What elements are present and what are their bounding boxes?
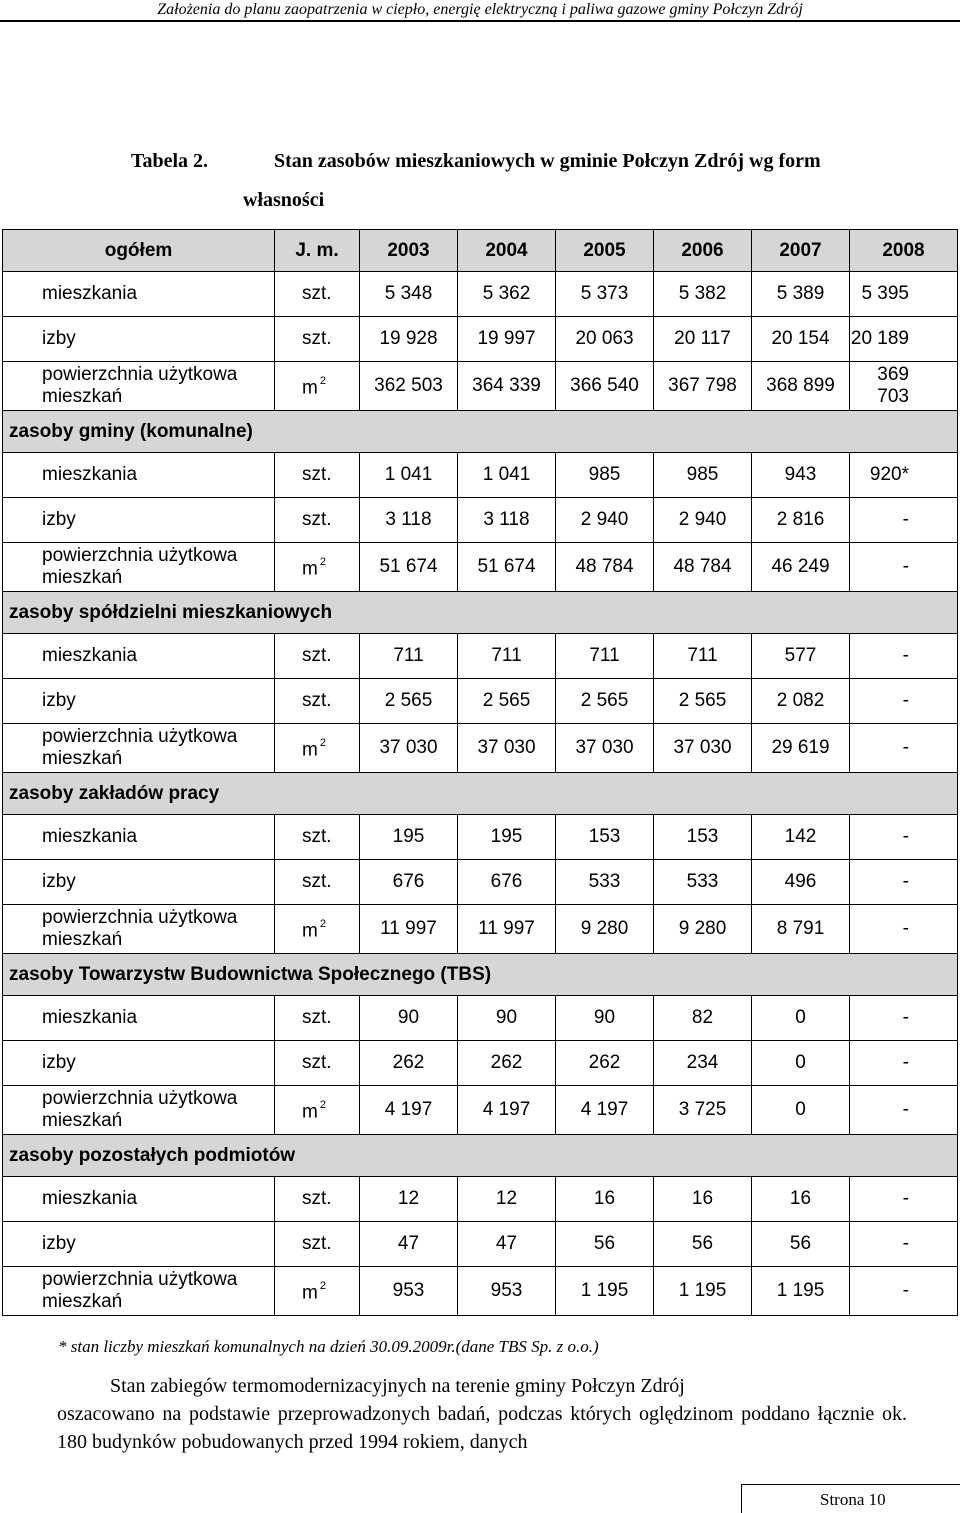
value-cell: 953: [458, 1267, 556, 1316]
row-label: mieszkania: [3, 1177, 275, 1222]
value-cell: 364 339: [458, 362, 556, 411]
paragraph-line-2: oszacowano na podstawie przeprowadzonych badań, podczas których oględzinom: [57, 1403, 734, 1425]
value-cell: 51 674: [360, 543, 458, 592]
table-title: Stan zasobów mieszkaniowych w gminie Połczyn Zdrój wg form: [274, 150, 821, 172]
section-title: zasoby zakładów pracy: [3, 773, 958, 815]
value-cell: 16: [654, 1177, 752, 1222]
unit-cell: szt.: [275, 1177, 360, 1222]
value-cell: -: [850, 543, 958, 592]
value-cell: 153: [654, 815, 752, 860]
paragraph-line-3: poddano łącznie ok. 180 budynków pobudowanych przed 1994 rokiem, danych: [57, 1403, 907, 1453]
value-cell: 676: [458, 860, 556, 905]
table-row: [3, 362, 958, 411]
value-cell: 367 798: [654, 362, 752, 411]
row-label-text: [42, 364, 274, 408]
row-label: izby: [3, 317, 275, 362]
value-cell: -: [850, 815, 958, 860]
unit-exponent: 2: [319, 737, 326, 750]
column-header: 2003: [360, 230, 458, 272]
row-label: izby: [3, 1222, 275, 1267]
value-cell: 5 373: [556, 272, 654, 317]
value-cell: 1 195: [654, 1267, 752, 1316]
unit-cell: szt.: [275, 1041, 360, 1086]
table-row: [3, 679, 958, 724]
column-header: 2007: [752, 230, 850, 272]
value-cell: 46 249: [752, 543, 850, 592]
row-label: mieszkania: [3, 815, 275, 860]
row-label: mieszkania: [3, 634, 275, 679]
row-label: [3, 724, 275, 773]
value-cell: 142: [752, 815, 850, 860]
value-cell: 4 197: [360, 1086, 458, 1135]
value-cell: 369 703: [850, 362, 958, 411]
value-cell: 195: [360, 815, 458, 860]
row-label: mieszkania: [3, 272, 275, 317]
body-paragraph: [57, 1372, 907, 1456]
value-cell: 262: [556, 1041, 654, 1086]
unit-text: m: [302, 739, 318, 761]
unit-cell: szt.: [275, 996, 360, 1041]
table-row: [3, 272, 958, 317]
value-cell: 82: [654, 996, 752, 1041]
row-label-line: powierzchnia użytkowa: [42, 1088, 238, 1109]
row-label-text: [42, 1088, 274, 1132]
value-cell: 362 503: [360, 362, 458, 411]
value-cell: 2 940: [654, 498, 752, 543]
table-number: Tabela 2.: [131, 150, 209, 172]
row-label: izby: [3, 1041, 275, 1086]
value-cell: 3 118: [360, 498, 458, 543]
value-cell: 37 030: [458, 724, 556, 773]
table-row: [3, 543, 958, 592]
unit-exponent: 2: [319, 375, 326, 388]
value-cell: 920*: [850, 453, 958, 498]
unit-exponent: 2: [319, 556, 326, 569]
value-cell: 711: [654, 634, 752, 679]
value-cell: 48 784: [654, 543, 752, 592]
value-cell: 2 940: [556, 498, 654, 543]
value-cell: 0: [752, 1041, 850, 1086]
unit-text: m: [302, 1101, 318, 1123]
unit-cell: [275, 905, 360, 954]
value-cell: 9 280: [556, 905, 654, 954]
unit-cell: szt.: [275, 815, 360, 860]
value-cell: 153: [556, 815, 654, 860]
unit-cell: szt.: [275, 453, 360, 498]
table-title-continued: własności: [243, 189, 325, 211]
unit-cell: szt.: [275, 679, 360, 724]
column-header: 2004: [458, 230, 556, 272]
value-cell: 2 565: [360, 679, 458, 724]
footnote: * stan liczby mieszkań komunalnych na dzień 30.09.2009r.(dane TBS Sp. z o.o.): [58, 1337, 599, 1356]
value-cell: 496: [752, 860, 850, 905]
unit-text: m: [302, 1282, 318, 1304]
row-label-line: mieszkań: [42, 567, 123, 588]
unit-text: m: [302, 920, 318, 942]
value-cell: 0: [752, 1086, 850, 1135]
value-cell: 985: [556, 453, 654, 498]
value-cell: 1 041: [458, 453, 556, 498]
value-cell: 19 928: [360, 317, 458, 362]
paragraph-line-1: Stan zabiegów termomodernizacyjnych na terenie gminy Połczyn Zdrój: [110, 1375, 685, 1397]
unit-cell: [275, 724, 360, 773]
value-cell: 234: [654, 1041, 752, 1086]
unit-cell: szt.: [275, 317, 360, 362]
value-cell: -: [850, 498, 958, 543]
value-cell: 711: [360, 634, 458, 679]
value-cell: -: [850, 1177, 958, 1222]
value-cell: 11 997: [360, 905, 458, 954]
table-row: [3, 815, 958, 860]
table-row: [3, 498, 958, 543]
unit-cell: szt.: [275, 498, 360, 543]
row-label-line: powierzchnia użytkowa: [42, 1269, 238, 1290]
section-header-row: [3, 773, 958, 815]
value-cell: 37 030: [556, 724, 654, 773]
value-cell: 577: [752, 634, 850, 679]
column-header: 2005: [556, 230, 654, 272]
table-row: [3, 996, 958, 1041]
row-label: izby: [3, 498, 275, 543]
value-cell: 676: [360, 860, 458, 905]
value-cell: 90: [360, 996, 458, 1041]
value-cell: -: [850, 724, 958, 773]
value-cell: 195: [458, 815, 556, 860]
value-cell: 20 117: [654, 317, 752, 362]
row-label-line: mieszkań: [42, 748, 123, 769]
value-cell: 1 195: [556, 1267, 654, 1316]
value-cell: 4 197: [556, 1086, 654, 1135]
value-cell: 90: [556, 996, 654, 1041]
row-label: [3, 1267, 275, 1316]
value-cell: -: [850, 1086, 958, 1135]
row-label-line: powierzchnia użytkowa: [42, 726, 238, 747]
unit-exponent: 2: [319, 918, 326, 931]
unit-text: m: [302, 377, 318, 399]
section-title: zasoby spółdzielni mieszkaniowych: [3, 592, 958, 634]
value-cell: 533: [556, 860, 654, 905]
value-cell: 47: [458, 1222, 556, 1267]
row-label: mieszkania: [3, 453, 275, 498]
section-header-row: [3, 592, 958, 634]
value-cell: -: [850, 1222, 958, 1267]
row-label: [3, 905, 275, 954]
value-cell: 366 540: [556, 362, 654, 411]
value-cell: 16: [556, 1177, 654, 1222]
row-label: [3, 1086, 275, 1135]
value-cell: -: [850, 1267, 958, 1316]
column-header: ogółem: [3, 230, 275, 272]
value-cell: 5 362: [458, 272, 556, 317]
value-cell: 20 154: [752, 317, 850, 362]
table-row: [3, 860, 958, 905]
row-label: [3, 543, 275, 592]
section-header-row: [3, 411, 958, 453]
housing-stock-table: [2, 229, 958, 1316]
value-cell: 5 395: [850, 272, 958, 317]
value-cell: 90: [458, 996, 556, 1041]
value-cell: 9 280: [654, 905, 752, 954]
row-label-text: [42, 1269, 274, 1313]
value-cell: 2 816: [752, 498, 850, 543]
table-row: [3, 634, 958, 679]
value-cell: -: [850, 634, 958, 679]
unit-cell: szt.: [275, 1222, 360, 1267]
section-title: zasoby Towarzystw Budownictwa Społecznego (TBS): [3, 954, 958, 996]
unit-cell: szt.: [275, 634, 360, 679]
unit-cell: [275, 1267, 360, 1316]
table-row: [3, 1222, 958, 1267]
unit-exponent: 2: [319, 1099, 326, 1112]
table-caption: [131, 147, 821, 175]
page-number: Strona 10: [820, 1490, 886, 1509]
value-cell: 711: [556, 634, 654, 679]
value-cell: 3 725: [654, 1086, 752, 1135]
table-row: [3, 317, 958, 362]
running-header: Założenia do planu zaopatrzenia w ciepło, energię elektryczną i paliwa gazowe gminy Połczyn Zdrój: [0, 0, 960, 22]
value-cell: 12: [360, 1177, 458, 1222]
value-cell: 56: [556, 1222, 654, 1267]
value-cell: 12: [458, 1177, 556, 1222]
table-header-row: [3, 230, 958, 272]
unit-cell: [275, 543, 360, 592]
table-row: [3, 724, 958, 773]
value-cell: 0: [752, 996, 850, 1041]
value-cell: 20 063: [556, 317, 654, 362]
value-cell: 11 997: [458, 905, 556, 954]
value-cell: 51 674: [458, 543, 556, 592]
table-row: [3, 905, 958, 954]
value-cell: 2 565: [654, 679, 752, 724]
row-label: izby: [3, 679, 275, 724]
unit-exponent: 2: [319, 1280, 326, 1293]
row-label-line: powierzchnia użytkowa: [42, 907, 238, 928]
value-cell: 47: [360, 1222, 458, 1267]
value-cell: 2 565: [458, 679, 556, 724]
value-cell: -: [850, 996, 958, 1041]
value-cell: 29 619: [752, 724, 850, 773]
value-cell: 2 082: [752, 679, 850, 724]
value-cell: 985: [654, 453, 752, 498]
column-header: 2006: [654, 230, 752, 272]
value-cell: 19 997: [458, 317, 556, 362]
value-cell: 2 565: [556, 679, 654, 724]
row-label-line: mieszkań: [42, 1110, 123, 1131]
value-cell: 56: [654, 1222, 752, 1267]
value-cell: 37 030: [360, 724, 458, 773]
row-label: izby: [3, 860, 275, 905]
row-label-line: mieszkań: [42, 929, 123, 950]
value-cell: 953: [360, 1267, 458, 1316]
value-cell: 368 899: [752, 362, 850, 411]
table-row: [3, 1041, 958, 1086]
unit-cell: szt.: [275, 272, 360, 317]
value-cell: 262: [360, 1041, 458, 1086]
row-label: [3, 362, 275, 411]
value-cell: 37 030: [654, 724, 752, 773]
value-cell: -: [850, 679, 958, 724]
value-cell: 533: [654, 860, 752, 905]
value-cell: -: [850, 1041, 958, 1086]
row-label-line: powierzchnia użytkowa: [42, 364, 238, 385]
section-title: zasoby gminy (komunalne): [3, 411, 958, 453]
value-cell: 16: [752, 1177, 850, 1222]
column-header: J. m.: [275, 230, 360, 272]
value-cell: 5 348: [360, 272, 458, 317]
row-label-text: [42, 907, 274, 951]
value-cell: 3 118: [458, 498, 556, 543]
row-label-text: [42, 545, 274, 589]
unit-cell: szt.: [275, 860, 360, 905]
value-cell: 8 791: [752, 905, 850, 954]
section-title: zasoby pozostałych podmiotów: [3, 1135, 958, 1177]
value-cell: 4 197: [458, 1086, 556, 1135]
row-label-text: [42, 726, 274, 770]
value-cell: 711: [458, 634, 556, 679]
value-cell: 262: [458, 1041, 556, 1086]
row-label-line: mieszkań: [42, 386, 123, 407]
table-row: [3, 1267, 958, 1316]
value-cell: -: [850, 905, 958, 954]
value-cell: 1 195: [752, 1267, 850, 1316]
value-cell: 48 784: [556, 543, 654, 592]
row-label: mieszkania: [3, 996, 275, 1041]
unit-text: m: [302, 558, 318, 580]
value-cell: 943: [752, 453, 850, 498]
table-row: [3, 1086, 958, 1135]
section-header-row: [3, 1135, 958, 1177]
unit-cell: [275, 1086, 360, 1135]
table-row: [3, 453, 958, 498]
value-cell: -: [850, 860, 958, 905]
value-cell: 20 189: [850, 317, 958, 362]
section-header-row: [3, 954, 958, 996]
table-row: [3, 1177, 958, 1222]
row-label-line: mieszkań: [42, 1291, 123, 1312]
row-label-line: powierzchnia użytkowa: [42, 545, 238, 566]
value-cell: 5 382: [654, 272, 752, 317]
unit-cell: [275, 362, 360, 411]
value-cell: 5 389: [752, 272, 850, 317]
value-cell: 1 041: [360, 453, 458, 498]
column-header: 2008: [850, 230, 958, 272]
value-cell: 56: [752, 1222, 850, 1267]
